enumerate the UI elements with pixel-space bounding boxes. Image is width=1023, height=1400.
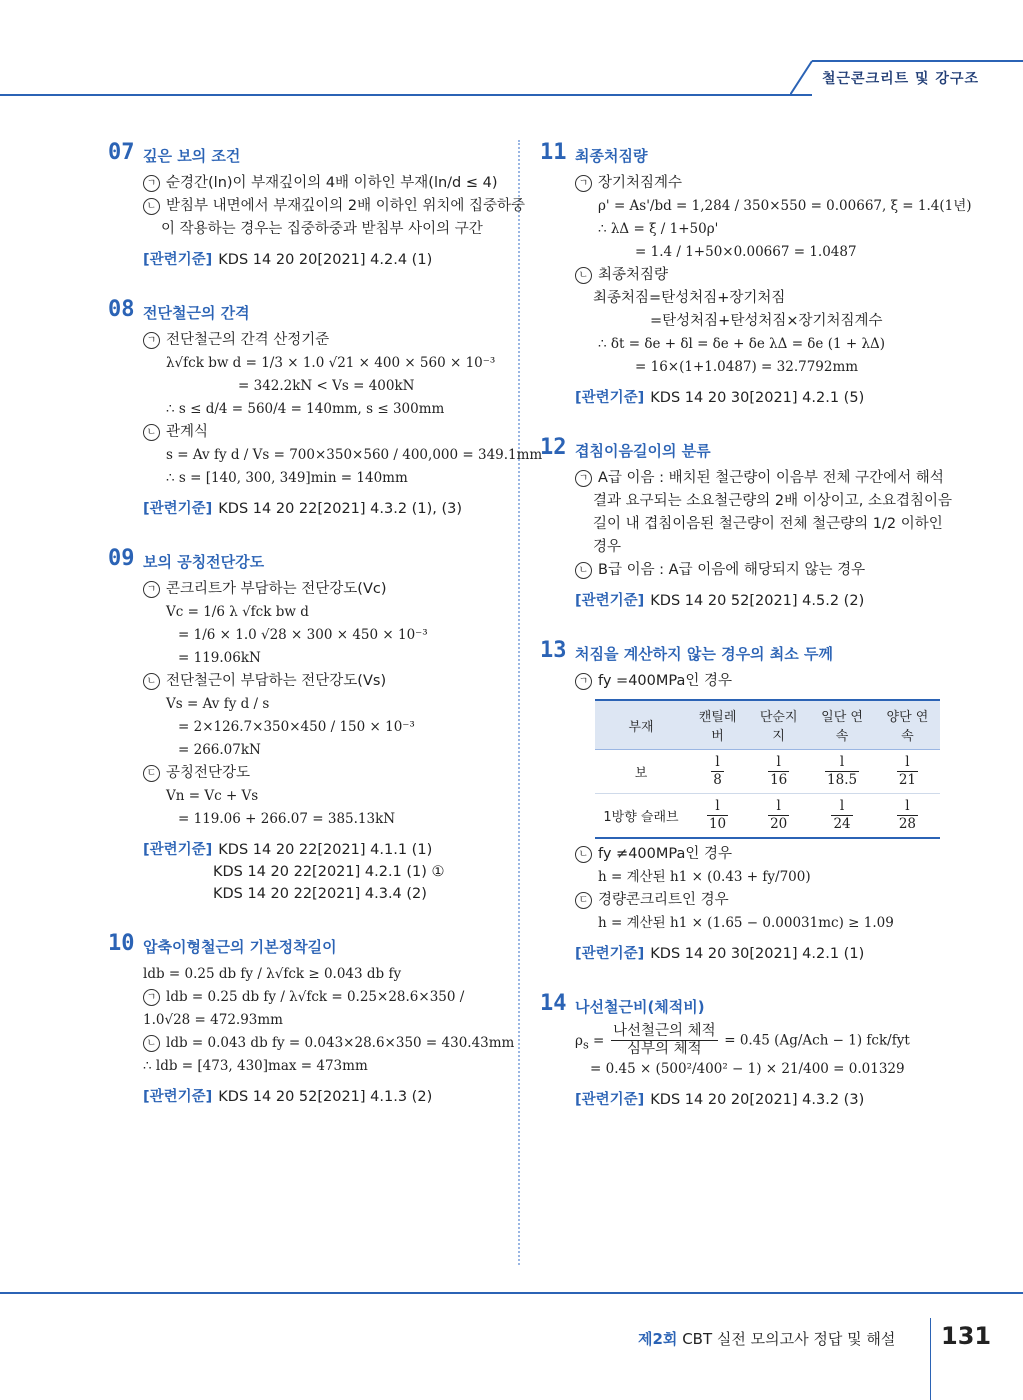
formula: ldb = 0.25 db fy / λ√fck = 0.25×28.6×350 / 1.0√28 = 472.93mm: [143, 989, 465, 1028]
fraction: $\frac{l}{10}$: [708, 798, 727, 832]
formula: ∴ δt = δe + δl = δe + δe λΔ = δe (1 + λΔ): [598, 336, 886, 352]
formula: = 1/6 × 1.0 √28 × 300 × 450 × 10⁻³: [178, 627, 428, 643]
reference: [143, 1086, 508, 1108]
reference-text: KDS 14 20 30[2021] 4.2.1 (1): [650, 946, 865, 962]
reference-text: KDS 14 20 30[2021] 4.2.1 (5): [650, 390, 865, 406]
text-line: 길이 내 겹침이음된 철근량이 전체 철근량의 1/2 이하인: [593, 516, 943, 532]
section-title: 나선철근비(체적비): [575, 998, 705, 1016]
reference-label: [관련기준]: [143, 1089, 213, 1105]
text-line: 전단철근의 간격 산정기준: [166, 332, 330, 348]
item-marker-icon: ㄴ: [575, 562, 592, 579]
reference-text: KDS 14 20 22[2021] 4.3.4 (2): [213, 886, 427, 902]
footer-rule: [0, 1292, 1023, 1294]
formula: λ√fck bw d = 1/3 × 1.0 √21 × 400 × 560 × 10⁻³: [166, 355, 496, 371]
right-column: [540, 140, 972, 1137]
section-title: 전단철근의 간격: [143, 304, 250, 322]
formula: = 0.45 × (500²/400² − 1) × 21/400 = 0.01329: [590, 1061, 905, 1077]
text-line: 콘크리트가 부담하는 전단강도(Vc): [166, 581, 387, 597]
section-number: 07: [108, 140, 135, 165]
text-line: 장기처짐계수: [598, 175, 683, 191]
item-marker-icon: ㄱ: [143, 989, 160, 1006]
fraction: $\frac{l}{21}$: [898, 754, 917, 788]
reference-label: [관련기준]: [143, 501, 213, 517]
footer-round: 제2회: [638, 1330, 678, 1348]
text-line: 결과 요구되는 소요철근량의 2배 이상이고, 소요겹침이음: [593, 493, 953, 509]
formula: = 119.06 + 266.07 = 385.13kN: [178, 811, 396, 827]
formula: ρ' = As'/bd = 1,284 / 350×550 = 0.00667, ξ = 1.4(1년): [598, 198, 972, 214]
formula: = 1.4 / 1+50×0.00667 = 1.0487: [635, 244, 857, 260]
text-line: 이 작용하는 경우는 집중하중과 받침부 사이의 구간: [161, 221, 483, 237]
header-rule: [0, 94, 812, 96]
reference-label: [관련기준]: [575, 946, 645, 962]
reference-label: [관련기준]: [143, 842, 213, 858]
item-marker-icon: ㄴ: [575, 846, 592, 863]
page-number: 131: [941, 1322, 992, 1350]
min-thickness-table: [595, 699, 940, 839]
fraction: $\frac{l}{28}$: [898, 798, 917, 832]
reference: [143, 249, 508, 271]
reference: [575, 590, 940, 612]
table-header: 단순지지: [748, 700, 809, 750]
reference-text: KDS 14 20 22[2021] 4.1.1 (1): [218, 842, 433, 858]
reference-label: [관련기준]: [575, 390, 645, 406]
text-line: =탄성처짐+탄성처짐×장기처짐계수: [650, 313, 883, 329]
item-marker-icon: ㄷ: [143, 765, 160, 782]
section-title: 처짐을 계산하지 않는 경우의 최소 두께: [575, 645, 833, 663]
section-title: 겹침이음길이의 분류: [575, 442, 711, 460]
text-line: fy ≠400MPa인 경우: [598, 846, 732, 862]
item-marker-icon: ㄷ: [575, 892, 592, 909]
text-line: 전단철근이 부담하는 전단강도(Vs): [166, 673, 387, 689]
formula: = 266.07kN: [178, 742, 261, 758]
formula: s = Av fy d / Vs = 700×350×560 / 400,000 = 349.1mm: [166, 447, 543, 463]
reference-text: KDS 14 20 20[2021] 4.2.4 (1): [218, 252, 433, 268]
text-line: 공칭전단강도: [166, 765, 251, 781]
section-14: [540, 991, 940, 1111]
footer-title: [638, 1328, 895, 1349]
row-label: 보: [595, 750, 687, 794]
item-marker-icon: ㄱ: [143, 175, 160, 192]
reference: [575, 1089, 940, 1111]
fraction: $\frac{l}{8}$: [713, 754, 722, 788]
reference-label: [관련기준]: [143, 252, 213, 268]
formula: ldb = 0.25 db fy / λ√fck ≥ 0.043 db fy: [143, 966, 402, 982]
reference: [575, 387, 940, 409]
formula: h = 계산된 h1 × (0.43 + fy/700): [598, 869, 811, 885]
text-line: 경량콘크리트인 경우: [598, 892, 729, 908]
reference: [143, 839, 508, 905]
table-header: 부재: [595, 700, 687, 750]
item-marker-icon: ㄴ: [143, 424, 160, 441]
text-line: B급 이음 : A급 이음에 해당되지 않는 경우: [598, 562, 866, 578]
fraction: $\frac{l}{20}$: [770, 798, 788, 832]
section-number: 09: [108, 546, 135, 571]
reference-label: [관련기준]: [575, 593, 645, 609]
left-column: [108, 140, 543, 1134]
header-tab: [790, 60, 1023, 96]
formula: = 0.45 (Ag/Ach − 1) fck/fyt: [724, 1032, 910, 1049]
table-row: [595, 794, 940, 839]
table-row: [595, 750, 940, 794]
formula: = 342.2kN < Vs = 400kN: [238, 378, 415, 394]
row-label: 1방향 슬래브: [595, 794, 687, 839]
section-number: 10: [108, 931, 135, 956]
section-number: 14: [540, 991, 567, 1016]
reference-text: KDS 14 20 52[2021] 4.1.3 (2): [218, 1089, 433, 1105]
fraction: $\frac{l}{18.5}$: [827, 754, 858, 788]
text-line: 관계식: [166, 424, 209, 440]
section-number: 08: [108, 297, 135, 322]
item-marker-icon: ㄱ: [575, 175, 592, 192]
section-number: 12: [540, 435, 567, 460]
formula: Vn = Vc + Vs: [166, 788, 259, 804]
item-marker-icon: ㄱ: [143, 581, 160, 598]
formula: ∴ s = [140, 300, 349]min = 140mm: [166, 470, 408, 486]
text-line: fy =400MPa인 경우: [598, 673, 732, 689]
section-title: 압축이형철근의 기본정착길이: [143, 938, 337, 956]
item-marker-icon: ㄱ: [575, 470, 592, 487]
item-marker-icon: ㄱ: [575, 673, 592, 690]
formula: = 2×126.7×350×450 / 150 × 10⁻³: [178, 719, 415, 735]
text-line: 경우: [593, 539, 622, 555]
rho-symbol: $\rho_s$ =: [575, 1032, 605, 1052]
section-number: 11: [540, 140, 567, 165]
section-08: [108, 297, 543, 520]
table-header: 일단 연속: [809, 700, 875, 750]
reference-text: KDS 14 20 52[2021] 4.5.2 (2): [650, 593, 865, 609]
item-marker-icon: ㄴ: [143, 1035, 160, 1052]
reference: [143, 498, 508, 520]
item-marker-icon: ㄴ: [143, 673, 160, 690]
text-line: 순경간(ln)이 부재깊이의 4배 이하인 부재(ln/d ≤ 4): [166, 175, 498, 191]
formula: = 119.06kN: [178, 650, 261, 666]
section-title: 깊은 보의 조건: [143, 147, 241, 165]
reference-text: KDS 14 20 20[2021] 4.3.2 (3): [650, 1092, 865, 1108]
formula: ldb = 0.043 db fy = 0.043×28.6×350 = 430.43mm: [166, 1035, 515, 1051]
section-07: [108, 140, 526, 271]
formula: ∴ λΔ = ξ / 1+50ρ': [598, 221, 719, 237]
formula: Vs = Av fy d / s: [166, 696, 270, 712]
fraction: $\frac{l}{24}$: [833, 798, 851, 832]
item-marker-icon: ㄴ: [575, 267, 592, 284]
item-marker-icon: ㄱ: [143, 332, 160, 349]
footer-divider: [930, 1318, 931, 1400]
section-13: [540, 638, 940, 965]
fraction: $\frac{\text{나선철근의 체적}}{\text{심부의 체적}}$: [612, 1023, 716, 1057]
formula: = 16×(1+1.0487) = 32.7792mm: [635, 359, 859, 375]
footer-caption: CBT 실전 모의고사 정답 및 해설: [682, 1330, 896, 1348]
section-title: 보의 공칭전단강도: [143, 553, 265, 571]
section-10: [108, 931, 515, 1108]
section-09: [108, 546, 508, 905]
fraction: $\frac{l}{16}$: [770, 754, 788, 788]
section-number: 13: [540, 638, 567, 663]
reference-label: [관련기준]: [575, 1092, 645, 1108]
formula: ∴ s ≤ d/4 = 560/4 = 140mm, s ≤ 300mm: [166, 401, 445, 417]
column-divider: [518, 140, 520, 1265]
reference-text: KDS 14 20 22[2021] 4.2.1 (1) ①: [213, 864, 445, 880]
formula: Vc = 1/6 λ √fck bw d: [166, 604, 309, 620]
reference: [575, 943, 940, 965]
table-header: 캔틸레버: [687, 700, 748, 750]
text-line: 받침부 내면에서 부재깊이의 2배 이하인 위치에 집중하중: [166, 198, 526, 214]
text-line: 최종처짐=탄성처짐+장기처짐: [593, 290, 786, 306]
header-tab-title: 철근콘크리트 및 강구조: [822, 71, 979, 87]
formula: ∴ ldb = [473, 430]max = 473mm: [143, 1058, 368, 1074]
table-header: 양단 연속: [875, 700, 940, 750]
formula: h = 계산된 h1 × (1.65 − 0.00031mc) ≥ 1.09: [598, 915, 894, 931]
text-line: A급 이음 : 배치된 철근량이 이음부 전체 구간에서 해석: [598, 470, 944, 486]
item-marker-icon: ㄴ: [143, 198, 160, 215]
reference-text: KDS 14 20 22[2021] 4.3.2 (1), (3): [218, 501, 462, 517]
text-line: 최종처짐량: [598, 267, 669, 283]
section-11: [540, 140, 972, 409]
section-12: [540, 435, 953, 612]
section-title: 최종처짐량: [575, 147, 648, 165]
